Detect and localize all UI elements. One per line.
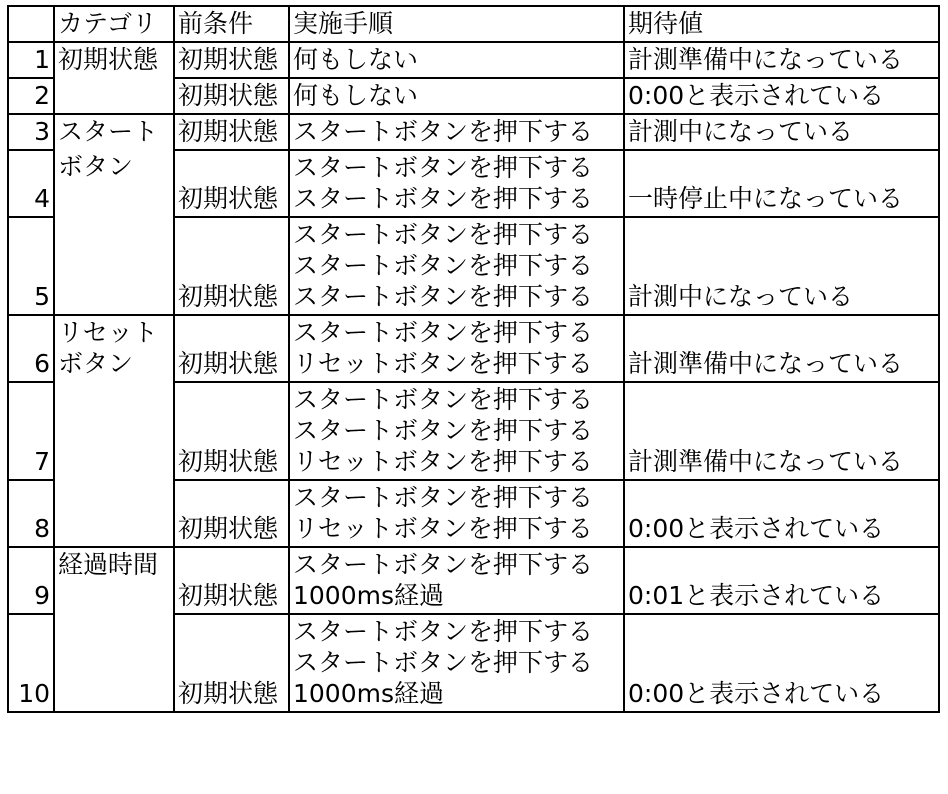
step-line: スタートボタンを押下する xyxy=(293,184,594,213)
step-line: スタートボタンを押下する xyxy=(293,251,594,280)
steps-cell xyxy=(289,217,624,315)
step-line: スタートボタンを押下する xyxy=(293,385,594,414)
category-cell: 経過時間 xyxy=(54,547,174,614)
table-row xyxy=(8,480,939,547)
table-row xyxy=(8,150,939,217)
category-cell: ボタン xyxy=(54,150,174,217)
steps-cell xyxy=(289,480,624,547)
row-number: 10 xyxy=(8,614,54,712)
header-category: カテゴリ xyxy=(54,6,174,42)
expected-cell: 計測準備中になっている xyxy=(624,42,939,78)
step-line: 何もしない xyxy=(293,81,419,110)
table-row xyxy=(8,78,939,114)
step-line: リセットボタンを押下する xyxy=(293,514,593,543)
table-row xyxy=(8,547,939,614)
steps-cell xyxy=(289,315,624,382)
steps-cell xyxy=(289,42,624,78)
row-number: 7 xyxy=(8,382,54,480)
expected-cell: 計測中になっている xyxy=(624,114,939,150)
row-number: 3 xyxy=(8,114,54,150)
step-line: スタートボタンを押下する xyxy=(293,550,594,579)
category-cell: 初期状態 xyxy=(54,42,174,78)
expected-cell: 0:00と表示されている xyxy=(624,614,939,712)
precondition-cell: 初期状態 xyxy=(174,150,289,217)
precondition-cell: 初期状態 xyxy=(174,114,289,150)
expected-cell: 計測準備中になっている xyxy=(624,382,939,480)
table-row xyxy=(8,614,939,712)
steps-cell xyxy=(289,382,624,480)
table-row xyxy=(8,217,939,315)
category-cell xyxy=(54,78,174,114)
step-line: スタートボタンを押下する xyxy=(293,220,594,249)
expected-cell: 一時停止中になっている xyxy=(624,150,939,217)
expected-cell: 0:00と表示されている xyxy=(624,78,939,114)
header-precondition: 前条件 xyxy=(174,6,289,42)
category-cell xyxy=(54,614,174,712)
header-row xyxy=(8,6,939,42)
row-number: 2 xyxy=(8,78,54,114)
header-no xyxy=(8,6,54,42)
step-line: リセットボタンを押下する xyxy=(293,447,593,476)
steps-cell xyxy=(289,547,624,614)
step-line: スタートボタンを押下する xyxy=(293,617,594,646)
step-line: スタートボタンを押下する xyxy=(293,282,594,311)
table-row xyxy=(8,382,939,480)
row-number: 1 xyxy=(8,42,54,78)
expected-cell: 計測中になっている xyxy=(624,217,939,315)
table-row xyxy=(8,42,939,78)
steps-cell xyxy=(289,78,624,114)
row-number: 5 xyxy=(8,217,54,315)
table-row xyxy=(8,114,939,150)
precondition-cell: 初期状態 xyxy=(174,78,289,114)
precondition-cell: 初期状態 xyxy=(174,480,289,547)
step-line: スタートボタンを押下する xyxy=(293,318,594,347)
row-number: 9 xyxy=(8,547,54,614)
category-cell xyxy=(54,382,174,480)
step-line: リセットボタンを押下する xyxy=(293,349,593,378)
steps-cell xyxy=(289,114,624,150)
row-number: 6 xyxy=(8,315,54,382)
precondition-cell: 初期状態 xyxy=(174,547,289,614)
category-cell: リセット ボタン xyxy=(54,315,174,382)
steps-cell xyxy=(289,150,624,217)
expected-cell: 計測準備中になっている xyxy=(624,315,939,382)
step-line: スタートボタンを押下する xyxy=(293,483,594,512)
step-line: 1000ms経過 xyxy=(293,581,445,610)
steps-cell xyxy=(289,614,624,712)
expected-cell: 0:01と表示されている xyxy=(624,547,939,614)
step-line: スタートボタンを押下する xyxy=(293,117,594,146)
step-line: 1000ms経過 xyxy=(293,679,445,708)
table-row xyxy=(8,315,939,382)
step-line: スタートボタンを押下する xyxy=(293,648,594,677)
category-cell xyxy=(54,480,174,547)
expected-cell: 0:00と表示されている xyxy=(624,480,939,547)
precondition-cell: 初期状態 xyxy=(174,42,289,78)
test-case-table xyxy=(7,5,940,713)
precondition-cell: 初期状態 xyxy=(174,614,289,712)
header-steps: 実施手順 xyxy=(289,6,624,42)
category-cell: スタート xyxy=(54,114,174,150)
precondition-cell: 初期状態 xyxy=(174,382,289,480)
row-number: 8 xyxy=(8,480,54,547)
category-cell xyxy=(54,217,174,315)
step-line: スタートボタンを押下する xyxy=(293,416,594,445)
precondition-cell: 初期状態 xyxy=(174,217,289,315)
step-line: 何もしない xyxy=(293,45,419,74)
row-number: 4 xyxy=(8,150,54,217)
precondition-cell: 初期状態 xyxy=(174,315,289,382)
step-line: スタートボタンを押下する xyxy=(293,153,594,182)
header-expected: 期待値 xyxy=(624,6,939,42)
